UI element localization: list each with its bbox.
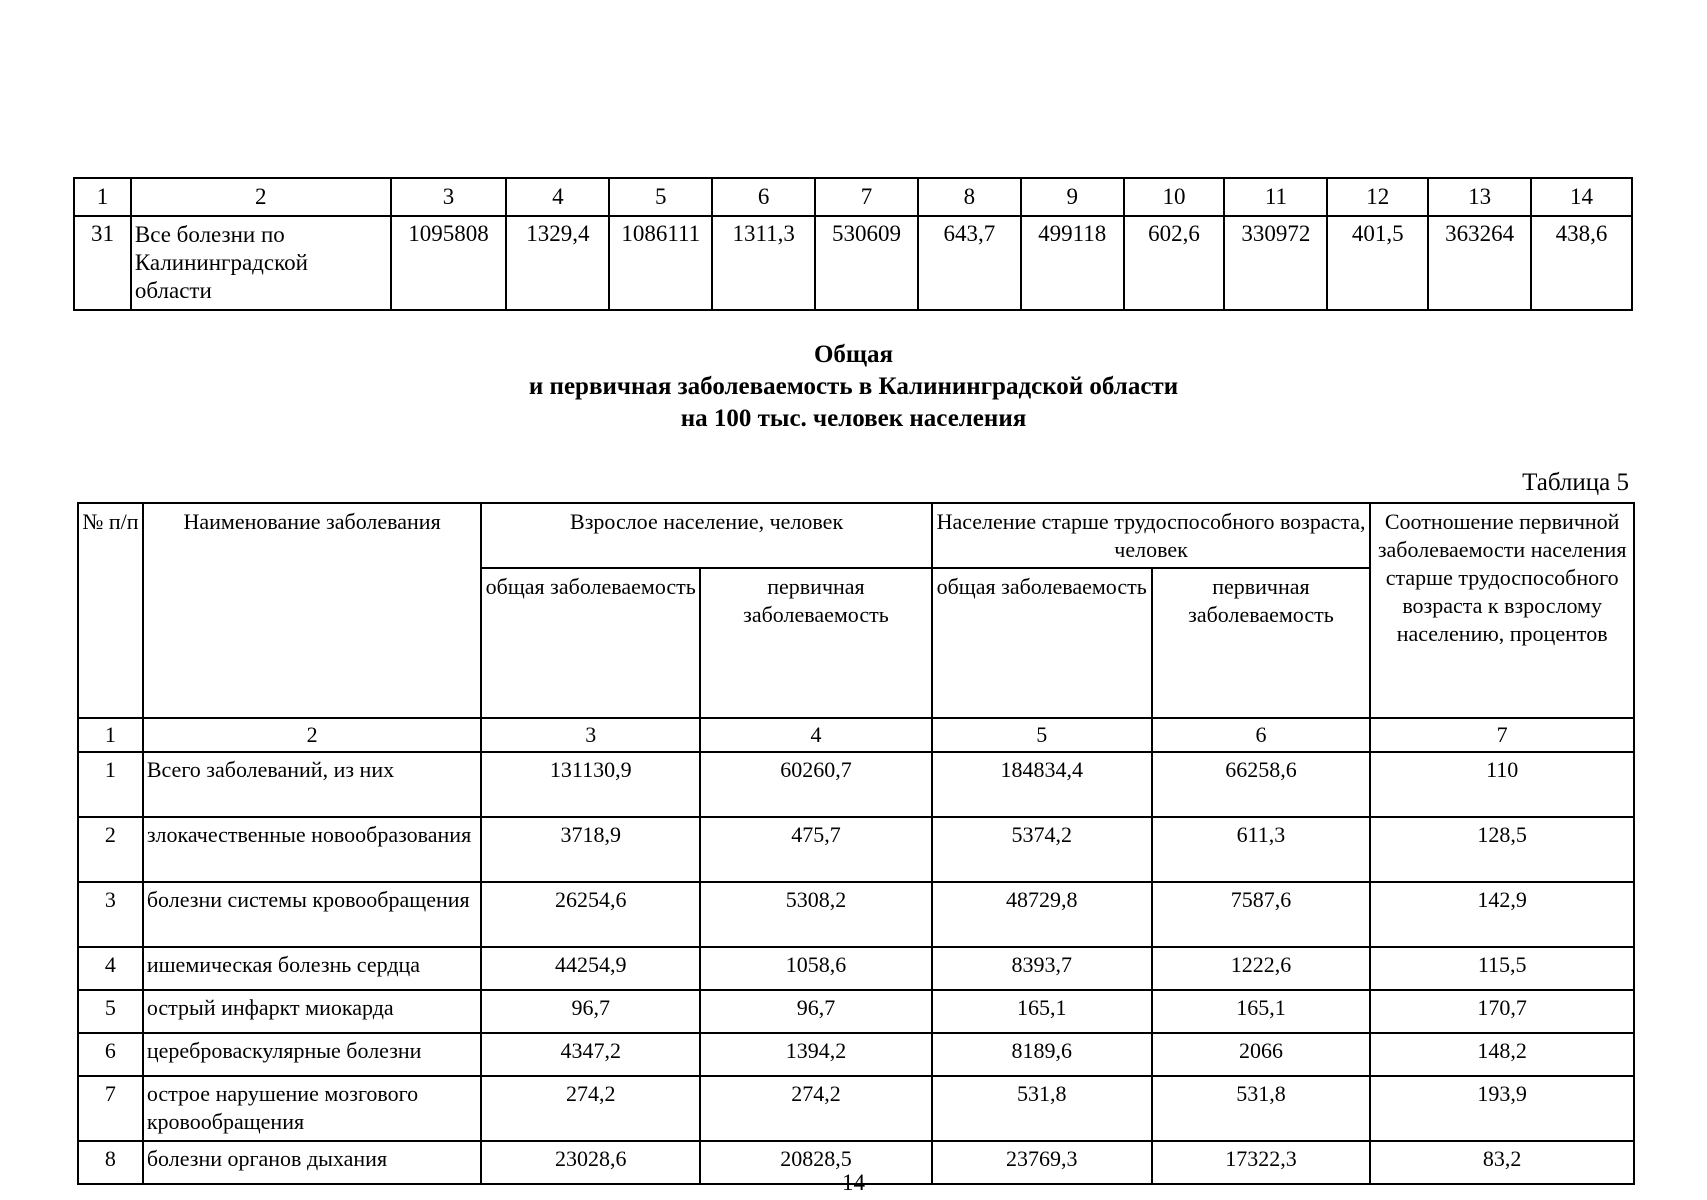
- table-cell: 1329,4: [506, 216, 609, 310]
- table-cell: 110: [1370, 752, 1634, 817]
- table-cell: 602,6: [1124, 216, 1225, 310]
- header-elderly-primary: первичная заболеваемость: [1152, 568, 1371, 718]
- table-cell: 531,8: [1152, 1076, 1371, 1141]
- document-title-line-2: и первичная заболеваемость в Калининградской области: [528, 373, 1179, 400]
- table-cell: 7587,6: [1152, 882, 1371, 947]
- table-cell: 1394,2: [700, 1033, 932, 1076]
- table-cell: 5308,2: [700, 882, 932, 947]
- table-cell: 66258,6: [1152, 752, 1371, 817]
- row-name: цереброваскулярные болезни: [143, 1033, 482, 1076]
- table-cell: 8189,6: [932, 1033, 1152, 1076]
- header-adult-primary: первичная заболеваемость: [700, 568, 932, 718]
- table-cell: 1058,6: [700, 947, 932, 990]
- header-cell: 7: [815, 178, 918, 216]
- header-ratio: Соотношение первичной заболеваемости населения старше трудоспособного возраста к взрослому населению, процентов: [1370, 503, 1634, 718]
- column-number: 1: [78, 718, 143, 752]
- table-row: [78, 752, 1634, 817]
- table-cell: 23769,3: [932, 1141, 1152, 1184]
- header-cell: 6: [712, 178, 815, 216]
- row-number: 8: [78, 1141, 143, 1184]
- table-label: Таблица 5: [1522, 469, 1629, 496]
- table-row: [78, 882, 1634, 947]
- header-cell: 4: [506, 178, 609, 216]
- table-cell: 1095808: [391, 216, 507, 310]
- table-cell: 83,2: [1370, 1141, 1634, 1184]
- header-cell: 14: [1531, 178, 1632, 216]
- table-cell: 5374,2: [932, 817, 1152, 882]
- table-cell: 2066: [1152, 1033, 1371, 1076]
- document-title-line-3: на 100 тыс. человек населения: [680, 405, 1027, 432]
- table-cell: 128,5: [1370, 817, 1634, 882]
- header-cell: 3: [391, 178, 507, 216]
- table-cell: 363264: [1428, 216, 1531, 310]
- column-number-row: [78, 718, 1634, 752]
- row-name: острый инфаркт миокарда: [143, 990, 482, 1033]
- table-row: [78, 1033, 1634, 1076]
- table-cell: 48729,8: [932, 882, 1152, 947]
- header-cell: 13: [1428, 178, 1531, 216]
- table-cell: 531,8: [932, 1076, 1152, 1141]
- continuation-header-row: [74, 178, 1632, 216]
- header-cell: 12: [1327, 178, 1428, 216]
- table-cell: 165,1: [1152, 990, 1371, 1033]
- table-cell: 1086111: [609, 216, 712, 310]
- row-name: Все болезни по Калининградской области: [131, 216, 391, 310]
- column-number: 7: [1370, 718, 1634, 752]
- table-cell: 131130,9: [481, 752, 700, 817]
- table-row: [78, 947, 1634, 990]
- table-cell: 611,3: [1152, 817, 1371, 882]
- table-cell: 96,7: [700, 990, 932, 1033]
- row-number: 4: [78, 947, 143, 990]
- column-number: 6: [1152, 718, 1371, 752]
- table-cell: 401,5: [1327, 216, 1428, 310]
- header-elderly-total: общая заболеваемость: [932, 568, 1152, 718]
- row-name: Всего заболеваний, из них: [143, 752, 482, 817]
- row-number: 31: [74, 216, 131, 310]
- table-cell: 115,5: [1370, 947, 1634, 990]
- table-cell: 438,6: [1531, 216, 1632, 310]
- table-cell: 330972: [1224, 216, 1327, 310]
- table-row: [74, 216, 1632, 310]
- header-cell: 11: [1224, 178, 1327, 216]
- header-cell: 1: [74, 178, 131, 216]
- header-num: № п/п: [78, 503, 143, 718]
- table-cell: 1311,3: [712, 216, 815, 310]
- table-cell: 26254,6: [481, 882, 700, 947]
- table-cell: 499118: [1021, 216, 1124, 310]
- table-cell: 60260,7: [700, 752, 932, 817]
- table-cell: 3718,9: [481, 817, 700, 882]
- table-cell: 17322,3: [1152, 1141, 1371, 1184]
- header-cell: 8: [918, 178, 1021, 216]
- row-number: 1: [78, 752, 143, 817]
- table-cell: 530609: [815, 216, 918, 310]
- row-number: 3: [78, 882, 143, 947]
- column-number: 2: [143, 718, 482, 752]
- column-number: 5: [932, 718, 1152, 752]
- row-name: болезни системы кровообращения: [143, 882, 482, 947]
- table-cell: 475,7: [700, 817, 932, 882]
- morbidity-table: [77, 502, 1635, 1185]
- header-disease-name: Наименование заболевания: [143, 503, 482, 718]
- table-cell: 193,9: [1370, 1076, 1634, 1141]
- row-name: злокачественные новообразования: [143, 817, 482, 882]
- table-cell: 4347,2: [481, 1033, 700, 1076]
- table-cell: 165,1: [932, 990, 1152, 1033]
- row-number: 5: [78, 990, 143, 1033]
- header-cell: 10: [1124, 178, 1225, 216]
- table-cell: 274,2: [481, 1076, 700, 1141]
- row-name: острое нарушение мозгового кровообращения: [143, 1076, 482, 1141]
- table-cell: 96,7: [481, 990, 700, 1033]
- table-row: [78, 817, 1634, 882]
- table-cell: 170,7: [1370, 990, 1634, 1033]
- column-number: 4: [700, 718, 932, 752]
- row-name: болезни органов дыхания: [143, 1141, 482, 1184]
- page-number: 14: [842, 1170, 865, 1195]
- table-cell: 8393,7: [932, 947, 1152, 990]
- table-cell: 23028,6: [481, 1141, 700, 1184]
- row-name: ишемическая болезнь сердца: [143, 947, 482, 990]
- table-cell: 44254,9: [481, 947, 700, 990]
- header-cell: 2: [131, 178, 391, 216]
- table-cell: 1222,6: [1152, 947, 1371, 990]
- table-cell: 643,7: [918, 216, 1021, 310]
- table-cell: 142,9: [1370, 882, 1634, 947]
- document-title-line-1: Общая: [813, 341, 894, 368]
- table-cell: 184834,4: [932, 752, 1152, 817]
- row-number: 7: [78, 1076, 143, 1141]
- table-row: [78, 1076, 1634, 1141]
- table-cell: 20828,5: [700, 1141, 932, 1184]
- header-adult-population: Взрослое население, человек: [481, 503, 931, 568]
- row-number: 2: [78, 817, 143, 882]
- header-cell: 9: [1021, 178, 1124, 216]
- header-cell: 5: [609, 178, 712, 216]
- row-number: 6: [78, 1033, 143, 1076]
- table-row: [78, 990, 1634, 1033]
- continuation-table: [73, 177, 1633, 311]
- header-row-1: [78, 503, 1634, 568]
- header-elderly-population: Население старше трудоспособного возраста, человек: [932, 503, 1371, 568]
- column-number: 3: [481, 718, 700, 752]
- header-adult-total: общая заболеваемость: [481, 568, 700, 718]
- table-cell: 148,2: [1370, 1033, 1634, 1076]
- table-cell: 274,2: [700, 1076, 932, 1141]
